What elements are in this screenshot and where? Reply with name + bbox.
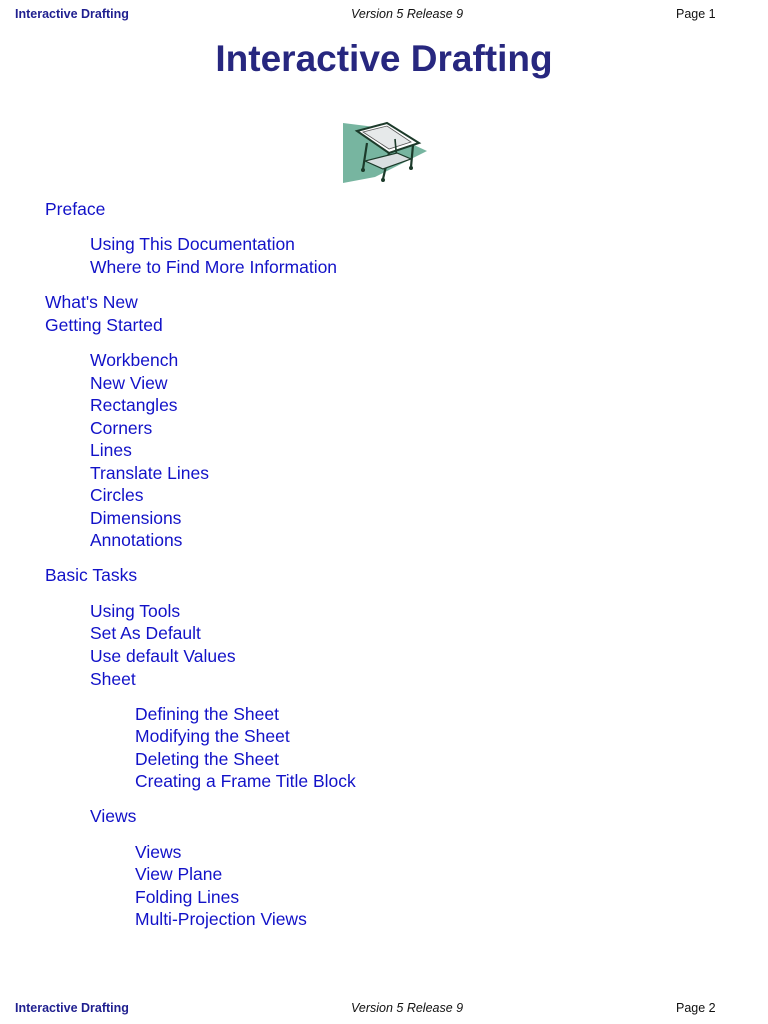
toc-link-lines[interactable]: Lines xyxy=(90,440,132,460)
toc-link-defining-the-sheet[interactable]: Defining the Sheet xyxy=(135,704,279,724)
toc-link-getting-started[interactable]: Getting Started xyxy=(45,315,163,335)
toc-link-circles[interactable]: Circles xyxy=(90,485,144,505)
toc-link-where-to-find-more-information[interactable]: Where to Find More Information xyxy=(90,257,338,277)
toc-link-using-tools[interactable]: Using Tools xyxy=(90,601,181,621)
toc-link-views-section[interactable]: Views xyxy=(90,806,137,826)
toc-link-corners[interactable]: Corners xyxy=(90,418,153,438)
header-version: Version 5 Release 9 xyxy=(351,7,464,21)
toc-link-views[interactable]: Views xyxy=(135,842,182,862)
toc-link-creating-frame-title-block[interactable]: Creating a Frame Title Block xyxy=(135,771,356,791)
toc-link-deleting-the-sheet[interactable]: Deleting the Sheet xyxy=(135,749,279,769)
footer-page-number: Page 2 xyxy=(676,1001,716,1015)
toc-link-rectangles[interactable]: Rectangles xyxy=(90,395,178,415)
toc-link-folding-lines[interactable]: Folding Lines xyxy=(135,887,240,907)
toc-link-multi-projection-views[interactable]: Multi-Projection Views xyxy=(135,909,307,929)
footer-document-title: Interactive Drafting xyxy=(15,1001,129,1015)
toc-link-sheet[interactable]: Sheet xyxy=(90,669,136,689)
toc-link-new-view[interactable]: New View xyxy=(90,373,168,393)
page-footer xyxy=(0,1001,768,1021)
toc-link-workbench[interactable]: Workbench xyxy=(90,350,179,370)
toc-link-modifying-the-sheet[interactable]: Modifying the Sheet xyxy=(135,726,290,746)
toc-link-view-plane[interactable]: View Plane xyxy=(135,864,223,884)
toc-link-annotations[interactable]: Annotations xyxy=(90,530,183,550)
toc-link-whats-new[interactable]: What's New xyxy=(45,292,138,312)
toc-link-using-this-documentation[interactable]: Using This Documentation xyxy=(90,234,295,254)
toc-link-use-default-values[interactable]: Use default Values xyxy=(90,646,236,666)
page-title: Interactive Drafting xyxy=(215,38,553,79)
toc-link-basic-tasks[interactable]: Basic Tasks xyxy=(45,565,138,585)
toc-link-translate-lines[interactable]: Translate Lines xyxy=(90,463,209,483)
toc-link-set-as-default[interactable]: Set As Default xyxy=(90,623,201,643)
toc-link-preface[interactable]: Preface xyxy=(45,199,106,219)
toc-link-dimensions[interactable]: Dimensions xyxy=(90,508,182,528)
footer-version: Version 5 Release 9 xyxy=(351,1001,464,1015)
header-page-number: Page 1 xyxy=(676,7,716,21)
header-document-title: Interactive Drafting xyxy=(15,7,129,21)
